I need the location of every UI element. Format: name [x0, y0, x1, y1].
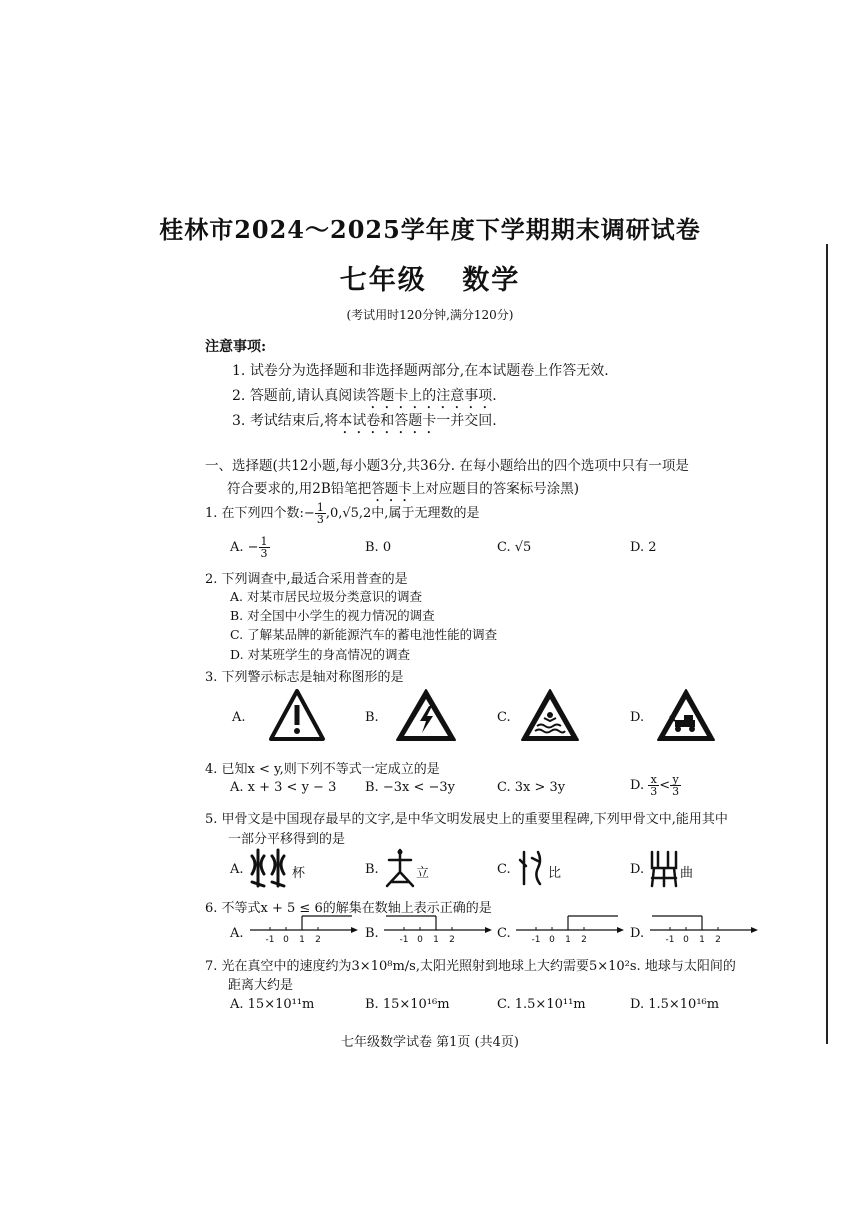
axis-arrow: [751, 927, 758, 933]
axis-arrow: [617, 927, 624, 933]
note-item-2: [232, 385, 497, 412]
q4-d-left-fraction: [648, 774, 659, 797]
note-num: 3.: [232, 413, 246, 429]
q6-option-a: A.: [230, 926, 244, 941]
q2-option-a: A. 对某市居民垃圾分类意识的调查: [230, 589, 422, 604]
frac-num: x: [648, 774, 659, 786]
subject-label: 数学: [462, 265, 521, 296]
note-text: 答题前,请认真阅读: [249, 388, 367, 404]
q4-option-d: [630, 774, 681, 797]
q3-option-a: A.: [232, 710, 246, 725]
section-instructions: [205, 455, 775, 505]
q7-option-d: D. 1.5×10¹⁶m: [630, 997, 720, 1012]
oracle-bi-glyph-icon: [516, 848, 550, 888]
note-item-1: [232, 360, 609, 380]
page-footer: 七年级数学试卷 第1页 (共4页): [341, 1035, 519, 1050]
q4-option-a: A. x + 3 < y − 3: [230, 780, 337, 795]
q1-option-d: D. 2: [630, 540, 657, 555]
q5-b-char: 立: [416, 866, 430, 881]
note-num: 2.: [232, 388, 246, 404]
frac-num: y: [670, 774, 681, 786]
q1-fraction: [315, 502, 326, 525]
q1-stem-post: ,0,√5,2中,属于无理数的是: [325, 506, 480, 521]
frac-num: 1: [316, 501, 324, 514]
q5-option-d: D.: [630, 862, 645, 877]
grade-label: 七年级: [339, 265, 427, 296]
drowning-hazard-icon: [520, 688, 580, 742]
tick-label: 2: [315, 935, 321, 945]
notes-heading: 注意事项:: [205, 339, 267, 355]
exclamation-warning-icon: [268, 688, 326, 742]
exam-title: 桂林市2024～2025学年度下学期期末调研试卷: [159, 215, 701, 244]
q5-a-char: 杯: [292, 866, 306, 881]
opt-label: D.: [630, 778, 645, 793]
tick-label: 0: [417, 935, 423, 945]
note-item-3: [232, 410, 497, 437]
q6-option-b: B.: [365, 926, 379, 941]
note-text-end: 一并交回.: [436, 413, 497, 429]
q5-option-a: A.: [230, 862, 244, 877]
q3-option-b: B.: [365, 710, 379, 725]
vehicle-hazard-icon: [656, 688, 716, 742]
q3-option-c: C.: [497, 710, 511, 725]
q2-option-c: C. 了解某品牌的新能源汽车的蓄电池性能的调查: [230, 627, 498, 642]
tick-label: 0: [549, 935, 555, 945]
q6-option-d: D.: [630, 926, 645, 941]
q7-option-a: A. 15×10¹¹m: [230, 997, 315, 1012]
axis-arrow: [351, 927, 358, 933]
frac-den: 3: [260, 547, 268, 560]
frac-num: 1: [260, 535, 268, 548]
tick-label: 1: [565, 935, 571, 945]
q6-b-number-line: [382, 912, 494, 948]
question-5-stem-line-1: 5. 甲骨文是中国现存最早的文字,是中华文明发展史上的重要里程碑,下列甲骨文中,能用其中: [205, 812, 728, 827]
margin-line: [826, 244, 828, 1044]
question-5-stem-line-2: 一部分平移得到的是: [228, 832, 346, 847]
q4-d-right-fraction: [670, 774, 681, 797]
question-3-stem: 3. 下列警示标志是轴对称图形的是: [205, 670, 404, 685]
question-1-stem: [205, 502, 479, 525]
q7-option-c: C. 1.5×10¹¹m: [497, 997, 586, 1012]
q1-option-b: B. 0: [365, 540, 392, 555]
note-emphasis: 本试卷和答题卡: [338, 413, 437, 429]
q2-option-b: B. 对全国中小学生的视力情况的调查: [230, 608, 435, 623]
q6-a-number-line: [248, 912, 360, 948]
question-7-stem-line-2: 距离大约是: [228, 978, 294, 993]
tick-label: -1: [265, 935, 275, 945]
section-text-end: 上对应题目的答案标号涂黑): [411, 481, 580, 497]
tick-label: 0: [283, 935, 289, 945]
q1-option-a: [230, 536, 270, 559]
frac-den: 3: [650, 785, 658, 798]
tick-label: 1: [433, 935, 439, 945]
tick-label: 2: [715, 935, 721, 945]
tick-label: -1: [399, 935, 409, 945]
frac-den: 3: [672, 785, 680, 798]
section-line-1: 一、选择题(共12小题,每小题3分,共36分. 在每小题给出的四个选项中只有一项是: [205, 458, 689, 474]
oracle-qu-glyph-icon: [648, 848, 680, 890]
axis-arrow: [485, 927, 492, 933]
oracle-li-glyph-icon: [383, 846, 417, 890]
tick-label: 1: [699, 935, 705, 945]
note-text: 考试结束后,将: [249, 413, 339, 429]
note-text: 试卷分为选择题和非选择题两部分,在本试题卷上作答无效.: [249, 363, 609, 379]
q6-option-c: C.: [497, 926, 511, 941]
q5-d-char: 曲: [680, 866, 694, 881]
q6-c-number-line: [514, 912, 626, 948]
oracle-bei-glyph-icon: [248, 846, 292, 890]
section-text: 符合要求的,用2B铅笔把: [227, 481, 372, 497]
tick-label: 2: [449, 935, 455, 945]
q3-option-d: D.: [630, 710, 645, 725]
q4-option-c: C. 3x > 3y: [497, 780, 566, 795]
frac-den: 3: [316, 513, 324, 526]
note-num: 1.: [232, 363, 246, 379]
q5-option-c: C.: [497, 862, 511, 877]
question-7-stem-line-1: 7. 光在真空中的速度约为3×10⁸m/s,太阳光照射到地球上大约需要5×10²s. 地球与太阳间的: [205, 959, 736, 974]
q5-c-char: 比: [548, 866, 562, 881]
q6-d-number-line: [648, 912, 760, 948]
q1-stem-pre: 1. 在下列四个数:−: [205, 506, 315, 521]
question-2-stem: 2. 下列调查中,最适合采用普查的是: [205, 572, 408, 587]
note-text-end: .: [492, 388, 497, 404]
section-line-2: [205, 478, 775, 505]
exam-timing: (考试用时120分钟,满分120分): [346, 308, 514, 322]
q2-option-d: D. 对某班学生的身高情况的调查: [230, 647, 411, 662]
electric-hazard-icon: [395, 688, 457, 742]
section-emphasis: 答题卡: [371, 481, 412, 497]
exam-subtitle: [0, 258, 860, 297]
q5-option-b: B.: [365, 862, 379, 877]
q1-option-c: C. √5: [497, 540, 532, 555]
q4-d-operator: <: [659, 778, 671, 793]
q7-option-b: B. 15×10¹⁶m: [365, 997, 450, 1012]
q4-option-b: B. −3x < −3y: [365, 780, 455, 795]
question-6-stem: 6. 不等式x + 5 ≤ 6的解集在数轴上表示正确的是: [205, 901, 492, 916]
tick-label: -1: [531, 935, 541, 945]
tick-label: 0: [683, 935, 689, 945]
note-emphasis: 答题卡上的注意事项: [366, 388, 493, 404]
tick-label: 2: [581, 935, 587, 945]
tick-label: 1: [299, 935, 305, 945]
question-4-stem: 4. 已知x < y,则下列不等式一定成立的是: [205, 762, 440, 777]
opt-label: A. −: [230, 540, 259, 555]
q1-a-fraction: [259, 536, 270, 559]
tick-label: -1: [665, 935, 675, 945]
